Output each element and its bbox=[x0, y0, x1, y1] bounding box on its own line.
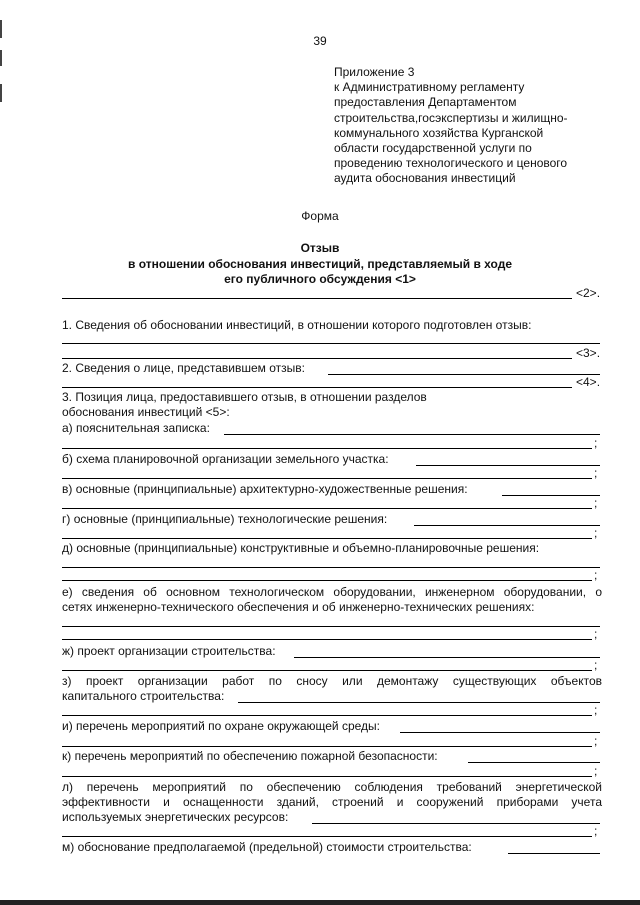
fill-line[interactable] bbox=[62, 639, 592, 640]
semicolon-marker: ; bbox=[594, 526, 598, 540]
fill-line[interactable] bbox=[468, 762, 600, 763]
fill-line[interactable] bbox=[238, 702, 600, 703]
footnote-marker: <3>. bbox=[576, 346, 601, 360]
appendix-line: Приложение 3 bbox=[334, 65, 415, 79]
fill-line[interactable] bbox=[62, 580, 592, 581]
fill-line[interactable] bbox=[328, 374, 600, 375]
item-zh-label: ж) проект организации строительства: bbox=[62, 644, 276, 658]
fill-line[interactable] bbox=[224, 434, 600, 435]
appendix-line: к Административному регламенту bbox=[334, 80, 525, 95]
item-l-label: используемых энергетических ресурсов: bbox=[62, 810, 289, 824]
fill-line[interactable] bbox=[62, 567, 600, 568]
appendix-line: коммунального хозяйства Курганской bbox=[334, 125, 544, 140]
fill-line[interactable] bbox=[62, 715, 592, 716]
item-b-label: б) схема планировочной организации земельного участка: bbox=[62, 452, 389, 466]
item-v-label: в) основные (принципиальные) архитектурно-художественные решения: bbox=[62, 482, 468, 496]
scan-edge-mark bbox=[0, 50, 2, 66]
section-1-label: 1. Сведения об обосновании инвестиций, в отношении которого подготовлен отзыв: bbox=[62, 318, 532, 332]
fill-line[interactable] bbox=[62, 387, 572, 388]
item-g-label: г) основные (принципиальные) технологические решения: bbox=[62, 512, 388, 526]
appendix-line: проведению технологического и ценового bbox=[334, 156, 568, 171]
fill-line[interactable] bbox=[508, 853, 600, 854]
appendix-line: строительства,госэкспертизы и жилищно- bbox=[334, 110, 568, 125]
section-3-label: обоснования инвестиций <5>: bbox=[62, 405, 230, 419]
fill-line[interactable] bbox=[416, 465, 600, 466]
item-i-label: и) перечень мероприятий по охране окружающей среды: bbox=[62, 719, 380, 733]
fill-line[interactable] bbox=[62, 298, 572, 299]
fill-line[interactable] bbox=[62, 746, 592, 747]
fill-line[interactable] bbox=[62, 478, 592, 479]
scan-edge-mark bbox=[0, 84, 2, 102]
title-line: в отношении обоснования инвестиций, представляемый в ходе bbox=[128, 256, 512, 271]
appendix-line: предоставления Департаментом bbox=[334, 95, 517, 110]
fill-line[interactable] bbox=[62, 670, 592, 671]
document-title bbox=[0, 241, 640, 288]
semicolon-marker: ; bbox=[594, 496, 598, 510]
fill-line[interactable] bbox=[62, 343, 600, 344]
fill-line[interactable] bbox=[414, 525, 600, 526]
fill-line[interactable] bbox=[62, 836, 592, 837]
item-k-label: к) перечень мероприятий по обеспечению пожарной безопасности: bbox=[62, 749, 438, 763]
semicolon-marker: ; bbox=[594, 824, 598, 838]
fill-line[interactable] bbox=[312, 823, 600, 824]
semicolon-marker: ; bbox=[594, 734, 598, 748]
item-d-label: д) основные (принципиальные) конструктивные и объемно-планировочные решения: bbox=[62, 541, 540, 555]
item-z-label: капитального строительства: bbox=[62, 689, 225, 703]
item-e-label: сетях инженерно-технического обеспечения и об инженерно-технических решениях: bbox=[62, 600, 535, 614]
form-label: Форма bbox=[301, 209, 339, 223]
appendix-line: области государственной услуги по bbox=[334, 141, 532, 156]
appendix-line: аудита обоснования инвестиций bbox=[334, 171, 516, 186]
item-l-label: л) перечень мероприятий по обеспечению соблюдения требований энергетической bbox=[62, 780, 602, 794]
footnote-marker: <4>. bbox=[576, 375, 601, 389]
item-z-label: з) проект организации работ по сносу или демонтажу существующих объектов bbox=[62, 674, 602, 688]
fill-line[interactable] bbox=[62, 358, 572, 359]
semicolon-marker: ; bbox=[594, 658, 598, 672]
item-l-label: эффективности и оснащенности зданий, строений и сооружений приборами учета bbox=[62, 795, 602, 809]
section-3-label: 3. Позиция лица, предоставившего отзыв, в отношении разделов bbox=[62, 390, 427, 404]
fill-line[interactable] bbox=[62, 776, 592, 777]
fill-line[interactable] bbox=[62, 538, 592, 539]
title-line: его публичного обсуждения <1> bbox=[224, 272, 416, 286]
fill-line[interactable] bbox=[62, 448, 592, 449]
fill-line[interactable] bbox=[62, 626, 600, 627]
semicolon-marker: ; bbox=[594, 568, 598, 582]
semicolon-marker: ; bbox=[594, 436, 598, 450]
scan-bottom-edge bbox=[0, 900, 640, 905]
item-a-label: а) пояснительная записка: bbox=[62, 421, 210, 435]
footnote-marker: <2>. bbox=[576, 286, 601, 300]
page-number: 39 bbox=[313, 34, 327, 48]
fill-line[interactable] bbox=[62, 508, 592, 509]
item-m-label: м) обоснование предполагаемой (предельной) стоимости строительства: bbox=[62, 840, 472, 854]
title-line: Отзыв bbox=[300, 241, 340, 255]
appendix-header bbox=[334, 65, 568, 187]
item-e-label: е) сведения об основном технологическом оборудовании, инженерном оборудовании, о bbox=[62, 585, 602, 599]
semicolon-marker: ; bbox=[594, 627, 598, 641]
fill-line[interactable] bbox=[502, 495, 600, 496]
semicolon-marker: ; bbox=[594, 764, 598, 778]
fill-line[interactable] bbox=[400, 732, 600, 733]
section-2-label: 2. Сведения о лице, представившем отзыв: bbox=[62, 361, 305, 375]
semicolon-marker: ; bbox=[594, 703, 598, 717]
fill-line[interactable] bbox=[294, 657, 600, 658]
semicolon-marker: ; bbox=[594, 466, 598, 480]
